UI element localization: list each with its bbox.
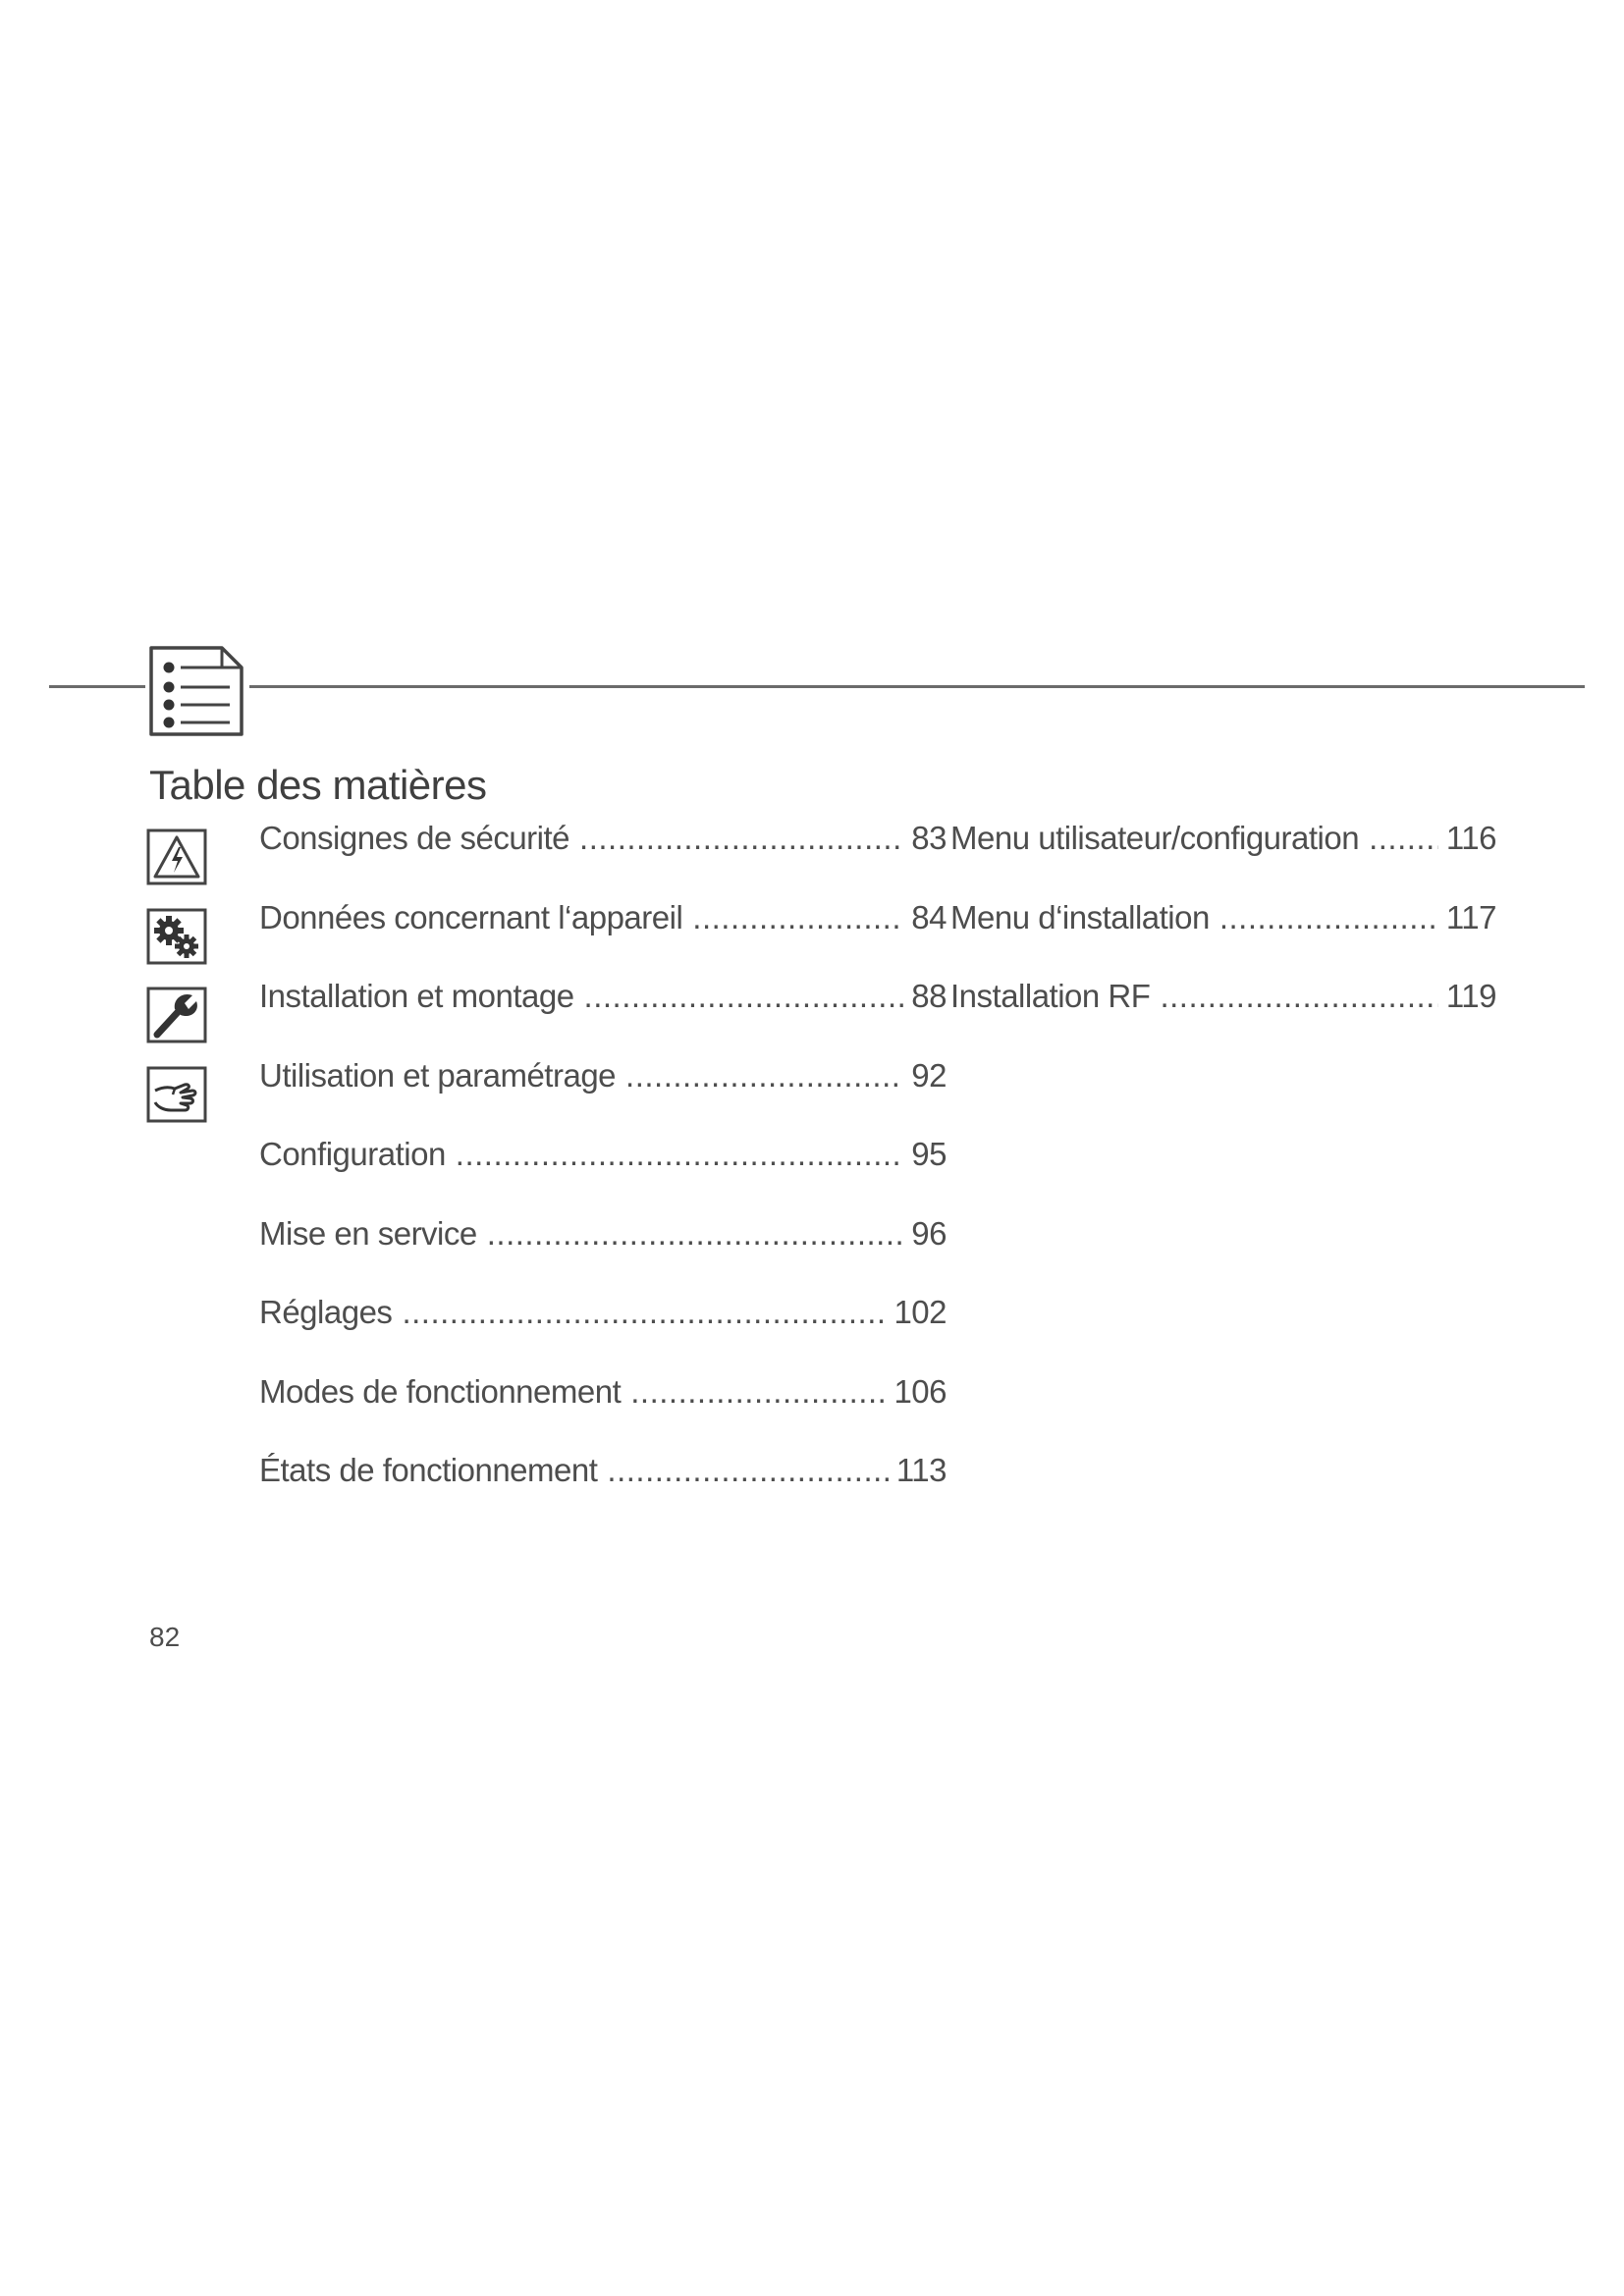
header-rule <box>49 685 1585 688</box>
toc-entry-utilisation-et-parametrage[interactable] <box>145 1056 947 1137</box>
toc-entry-page: 113 <box>895 1452 947 1488</box>
table-of-contents-list-icon <box>145 644 249 738</box>
electrical-hazard-warning-icon <box>145 828 208 886</box>
toc-entry-consignes-de-securite[interactable] <box>145 820 947 899</box>
footer-page-number: 82 <box>149 1622 181 1652</box>
toc-entry-page: 84 <box>911 898 947 935</box>
dot-leader <box>1369 820 1438 857</box>
toc-entry-page: 96 <box>911 1214 947 1252</box>
toc-entry-menu-utilisateur-configuration[interactable] <box>950 820 1500 899</box>
toc-entry-page: 92 <box>911 1056 947 1094</box>
toc-entry-title: Consignes de sécurité <box>259 820 570 856</box>
dot-leader <box>692 899 903 936</box>
toc-entry-page: 106 <box>893 1372 947 1410</box>
dot-leader <box>1219 899 1438 936</box>
toc-entry-reglages[interactable] <box>145 1294 947 1373</box>
toc-entry-title: Utilisation et paramétrage <box>259 1056 617 1094</box>
toc-entry-title: Réglages <box>259 1294 393 1330</box>
toc-entry-page: 117 <box>1445 898 1496 935</box>
toc-entry-page: 95 <box>911 1136 947 1172</box>
gears-icon <box>145 907 208 966</box>
toc-entry-installation-rf[interactable] <box>950 978 1500 1057</box>
toc-entry-title: Mise en service <box>259 1214 477 1252</box>
toc-entry-title: Menu utilisateur/configuration <box>950 820 1360 856</box>
toc-entry-title: Installation et montage <box>259 978 574 1014</box>
toc-entry-page: 119 <box>1445 978 1496 1014</box>
toc-entry-title: Données concernant l‘appareil <box>259 898 683 935</box>
dot-leader <box>402 1294 886 1331</box>
toc-entry-modes-de-fonctionnement[interactable] <box>145 1372 947 1453</box>
dot-leader <box>607 1452 888 1489</box>
dot-leader <box>487 1215 904 1253</box>
dot-leader <box>579 820 903 857</box>
pointing-hand-icon <box>145 1065 208 1124</box>
toc-entry-mise-en-service[interactable] <box>145 1214 947 1295</box>
toc-entry-donnees-concernant-appareil[interactable] <box>145 898 947 979</box>
dot-leader <box>456 1136 903 1173</box>
toc-entry-title: Installation RF <box>950 978 1151 1014</box>
toc-left-column <box>145 820 947 1531</box>
dot-leader <box>584 978 904 1015</box>
toc-entry-page: 102 <box>893 1294 947 1330</box>
toc-entry-configuration[interactable] <box>145 1136 947 1215</box>
dot-leader <box>630 1373 886 1411</box>
wrench-icon <box>145 986 208 1044</box>
toc-entry-title: Configuration <box>259 1136 446 1172</box>
toc-entry-page: 116 <box>1445 820 1496 856</box>
toc-entry-installation-et-montage[interactable] <box>145 978 947 1057</box>
toc-entry-title: États de fonctionnement <box>259 1452 598 1488</box>
toc-entry-etats-de-fonctionnement[interactable] <box>145 1452 947 1531</box>
toc-entry-title: Menu d‘installation <box>950 898 1210 935</box>
toc-entry-title: Modes de fonctionnement <box>259 1372 622 1410</box>
page-title: Table des matières <box>149 762 487 808</box>
dot-leader <box>625 1057 903 1095</box>
toc-right-column <box>950 820 1500 1057</box>
toc-entry-page: 83 <box>911 820 947 856</box>
toc-entry-menu-d-installation[interactable] <box>950 899 1500 979</box>
dot-leader <box>1160 978 1437 1015</box>
toc-entry-page: 88 <box>911 978 947 1014</box>
